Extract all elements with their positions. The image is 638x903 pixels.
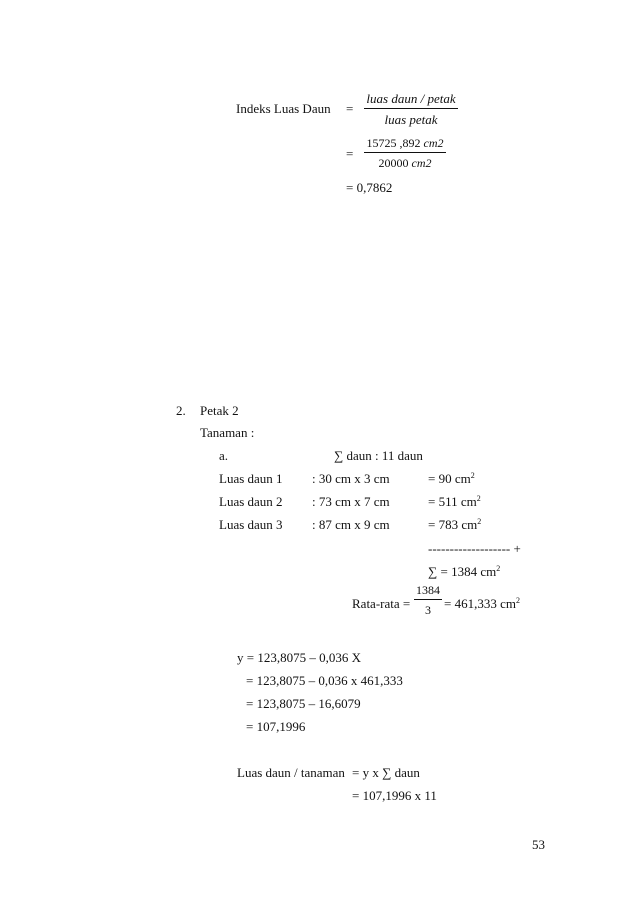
- row-1-result: = 90 $cm^2$: [428, 471, 475, 486]
- fraction-denominator: [364, 153, 446, 169]
- luas-eq-1: = y x ∑ daun: [352, 765, 420, 780]
- fraction-denominator: 3: [425, 603, 431, 617]
- numerator-unit: cm2: [423, 136, 444, 150]
- row-2-label: Luas daun 2: [219, 494, 283, 509]
- sum-daun: ∑ daun : 11 daun: [334, 448, 423, 463]
- page-number: 53: [532, 837, 545, 852]
- equals-sign-2: =: [346, 146, 354, 161]
- fraction-numerator: luas daun / petak: [364, 92, 458, 109]
- y-line-3: = 123,8075 – 16,6079: [246, 696, 361, 711]
- ild-formula-fraction: [364, 92, 458, 126]
- ild-label: Indeks Luas Daun: [236, 101, 331, 116]
- y-line-4: = 107,1996: [246, 719, 306, 734]
- fraction-numerator: [364, 137, 446, 153]
- denominator-unit: cm2: [411, 156, 432, 170]
- rata-rata-result: = 461,333 $cm^2$: [444, 596, 520, 611]
- row-3-calc: : 87 cm x 9 cm: [312, 517, 390, 532]
- section-title: Petak 2: [200, 403, 239, 418]
- y-line-2: = 123,8075 – 0,036 x 461,333: [246, 673, 403, 688]
- sum-dash-line: ------------------- +: [428, 541, 521, 556]
- denominator-value: 20000: [378, 156, 409, 170]
- tanaman-label: Tanaman :: [200, 425, 255, 440]
- ild-value-fraction: [364, 137, 446, 169]
- row-1-label: Luas daun 1: [219, 471, 283, 486]
- item-a-label: a.: [219, 448, 229, 463]
- section-number: 2.: [176, 403, 186, 418]
- row-2-result: = 511 $cm^2$: [428, 494, 481, 509]
- rata-rata-fraction: [414, 584, 442, 616]
- row-3-label: Luas daun 3: [219, 517, 283, 532]
- numerator-value: 15725 ,892: [366, 136, 421, 150]
- y-line-1: y = 123,8075 – 0,036 X: [237, 650, 361, 665]
- row-1-calc: : 30 cm x 3 cm: [312, 471, 390, 486]
- luas-daun-tanaman-label: Luas daun / tanaman: [237, 765, 345, 780]
- fraction-denominator: luas petak: [384, 112, 438, 127]
- fraction-numerator: 1384: [414, 584, 442, 600]
- row-3-result: = 783 $cm^2$: [428, 517, 482, 532]
- row-2-calc: : 73 cm x 7 cm: [312, 494, 390, 509]
- rata-rata-label: Rata-rata =: [352, 596, 411, 611]
- equals-sign-1: =: [346, 101, 354, 116]
- luas-eq-2: = 107,1996 x 11: [352, 788, 437, 803]
- sum-total: ∑ = 1384 $cm^2$: [428, 564, 501, 579]
- ild-result: = 0,7862: [346, 180, 393, 195]
